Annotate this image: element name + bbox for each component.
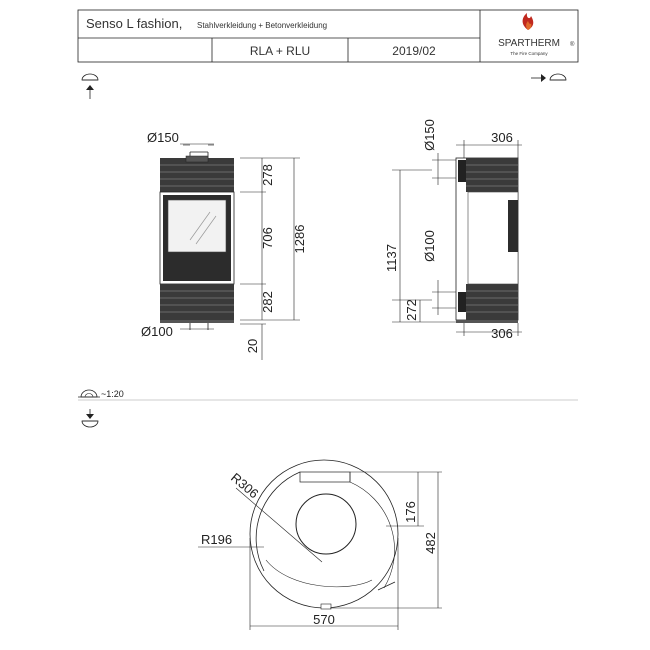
- top-view-icon: [82, 409, 98, 427]
- plan-flue-offset: 176: [403, 501, 418, 523]
- side-view-icon: [531, 74, 566, 82]
- brand-name: SPARTHERM: [498, 38, 560, 49]
- plan-width: 570: [313, 612, 335, 627]
- side-air-height: 272: [404, 299, 419, 321]
- front-view-icon: [82, 74, 98, 99]
- plan-inner-radius: R196: [201, 532, 233, 547]
- plan-view: [198, 460, 442, 630]
- front-dim-floor: 20: [245, 338, 260, 354]
- side-depth-bottom: 306: [491, 326, 513, 341]
- front-dim-total: 1286: [292, 224, 307, 254]
- brand-tagline: The Fire Company: [510, 51, 548, 56]
- front-elevation: [141, 130, 307, 360]
- title-block: [78, 10, 578, 62]
- drawing-scale: ~1:20: [101, 389, 124, 399]
- front-bottom-cladding: [160, 284, 234, 320]
- side-air-diameter: Ø100: [422, 230, 437, 262]
- plan-outer-radius: R306: [228, 469, 262, 502]
- front-air-diameter: Ø100: [141, 324, 173, 339]
- revision-date: 2019/02: [392, 44, 436, 58]
- side-flue-diameter: Ø150: [422, 119, 437, 151]
- front-top-cladding: [160, 158, 234, 192]
- flame-logo-icon: [523, 13, 534, 30]
- cladding-variants: Stahlverkleidung + Betonverkleidung: [197, 21, 328, 30]
- front-flue-diameter: Ø150: [147, 130, 179, 145]
- side-depth-top: 306: [491, 130, 513, 145]
- model-name: Senso L fashion,: [86, 16, 183, 31]
- side-air-inlet: [458, 292, 466, 312]
- plan-flue-opening: [296, 494, 356, 554]
- front-dim-bottom: 282: [260, 291, 275, 313]
- front-dim-top: 278: [260, 164, 275, 186]
- scale-icon: [78, 390, 100, 397]
- front-dim-door: 706: [260, 227, 275, 249]
- side-flue-height: 1137: [384, 244, 399, 272]
- side-elevation: [384, 119, 522, 341]
- side-flue-outlet: [458, 160, 466, 182]
- model-code: RLA + RLU: [249, 44, 311, 58]
- brand-registered-mark: ®: [570, 42, 575, 48]
- front-door-glass: [168, 200, 226, 252]
- plan-depth: 482: [423, 532, 438, 554]
